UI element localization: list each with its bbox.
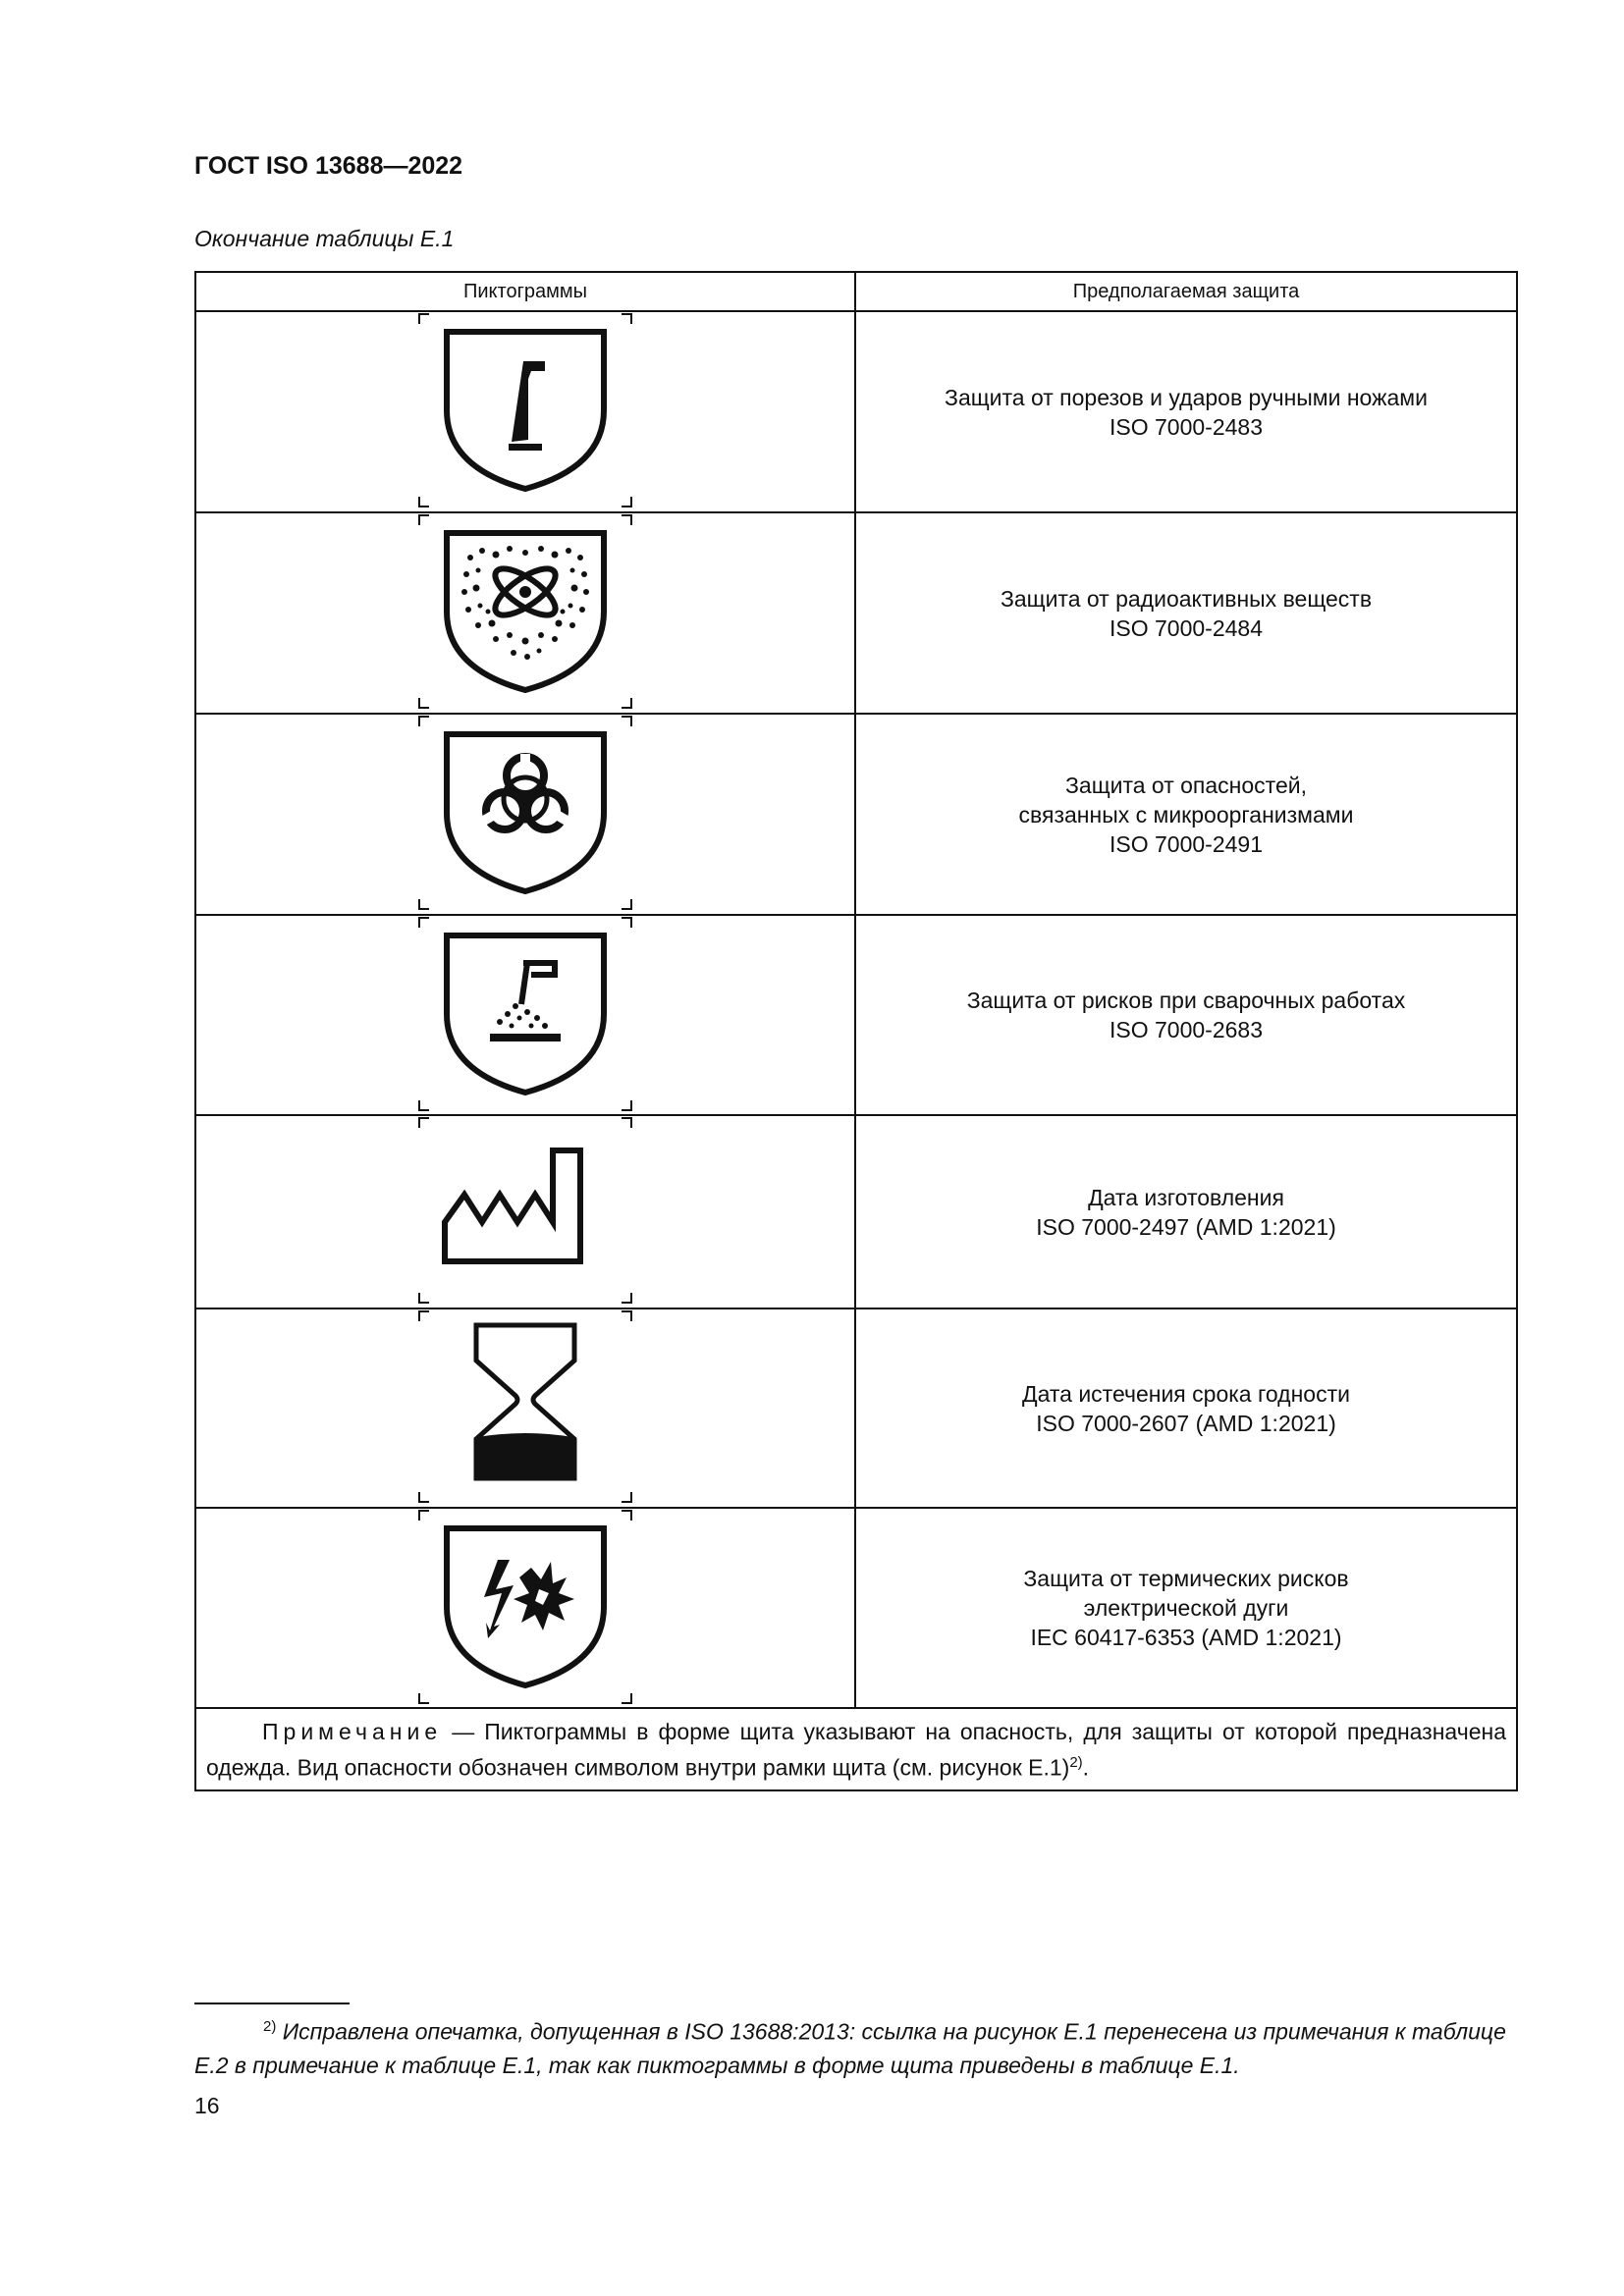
standard-reference: ISO 7000-2491 <box>1109 830 1263 857</box>
standard-reference: ISO 7000-2607 (AMD 1:2021) <box>1036 1410 1336 1436</box>
page-number: 16 <box>194 2093 220 2118</box>
table-caption: Окончание таблицы Е.1 <box>194 226 455 251</box>
protection-text: Защита от опасностей, <box>1065 772 1307 798</box>
table-row <box>195 1508 1517 1708</box>
column-header-pictograms: Пиктограммы <box>195 272 855 311</box>
footnote-marker: 2) <box>263 2018 277 2035</box>
pictogram-cell <box>195 915 855 1115</box>
standard-reference: IEC 60417-6353 (AMD 1:2021) <box>1030 1625 1342 1650</box>
pictogram-cell <box>195 1508 855 1708</box>
hourglass-icon <box>417 1309 633 1507</box>
table-row <box>195 714 1517 915</box>
protection-text: связанных с микроорганизмами <box>1018 801 1354 828</box>
electric-arc-shield-icon <box>417 1509 633 1707</box>
protection-text: Защита от порезов и ударов ручными ножами <box>945 384 1428 410</box>
note-row <box>195 1708 1517 1790</box>
footnote-text: Исправлена опечатка, допущенная в ISO 13688:2013: ссылка на рисунок Е.1 перенесена из примечания к таблице Е.2 в примечание к таблице Е.1, так как пиктограммы в форме щита приведены в таблице Е.1. <box>194 2018 1506 2078</box>
note-text: — Пиктограммы в форме щита указывают на опасность, для защиты от которой предназначена одежда. Вид опасности обозначен символом внутри рамки щита (см. рисунок Е.1) <box>206 1719 1506 1781</box>
table-row <box>195 1308 1517 1508</box>
pictogram-cell <box>195 714 855 915</box>
footnote <box>194 2010 1518 2082</box>
factory-icon <box>417 1116 633 1308</box>
protection-cell <box>855 1308 1517 1508</box>
note-end: . <box>1082 1754 1090 1781</box>
standard-title: ГОСТ ISO 13688—2022 <box>194 152 463 180</box>
note-label: Примечание <box>262 1719 443 1744</box>
pictogram-cell <box>195 311 855 512</box>
table-header-row <box>195 272 1517 311</box>
protection-text: электрической дуги <box>1083 1595 1289 1621</box>
protection-text: Дата истечения срока годности <box>1022 1380 1350 1407</box>
standard-reference: ISO 7000-2484 <box>1109 614 1263 641</box>
welding-shield-icon <box>417 916 633 1114</box>
table-row <box>195 311 1517 512</box>
footnote-ref: 2) <box>1069 1754 1083 1771</box>
pictogram-cell <box>195 512 855 714</box>
protection-cell <box>855 915 1517 1115</box>
pictogram-cell <box>195 1115 855 1308</box>
protection-cell <box>855 1115 1517 1308</box>
table-row <box>195 512 1517 714</box>
knife-shield-icon <box>417 312 633 511</box>
protection-text: Защита от рисков при сварочных работах <box>966 988 1406 1013</box>
protection-cell <box>855 311 1517 512</box>
column-header-protection: Предполагаемая защита <box>855 272 1517 311</box>
protection-text: Защита от радиоактивных веществ <box>1000 585 1373 612</box>
protection-cell <box>855 512 1517 714</box>
protection-text: Дата изготовления <box>1088 1184 1284 1210</box>
table-row <box>195 915 1517 1115</box>
protection-cell <box>855 1508 1517 1708</box>
standard-reference: ISO 7000-2497 (AMD 1:2021) <box>1036 1213 1336 1240</box>
pictogram-cell <box>195 1308 855 1508</box>
protection-text: Защита от термических рисков <box>1023 1566 1349 1591</box>
table-note <box>195 1708 1517 1790</box>
biohazard-shield-icon <box>417 715 633 914</box>
protection-cell <box>855 714 1517 915</box>
table-row <box>195 1115 1517 1308</box>
pictogram-table <box>194 271 1518 1791</box>
footnote-divider <box>194 2002 350 2004</box>
standard-reference: ISO 7000-2483 <box>1109 413 1263 440</box>
standard-reference: ISO 7000-2683 <box>1109 1017 1263 1042</box>
radioactive-shield-icon <box>417 513 633 713</box>
